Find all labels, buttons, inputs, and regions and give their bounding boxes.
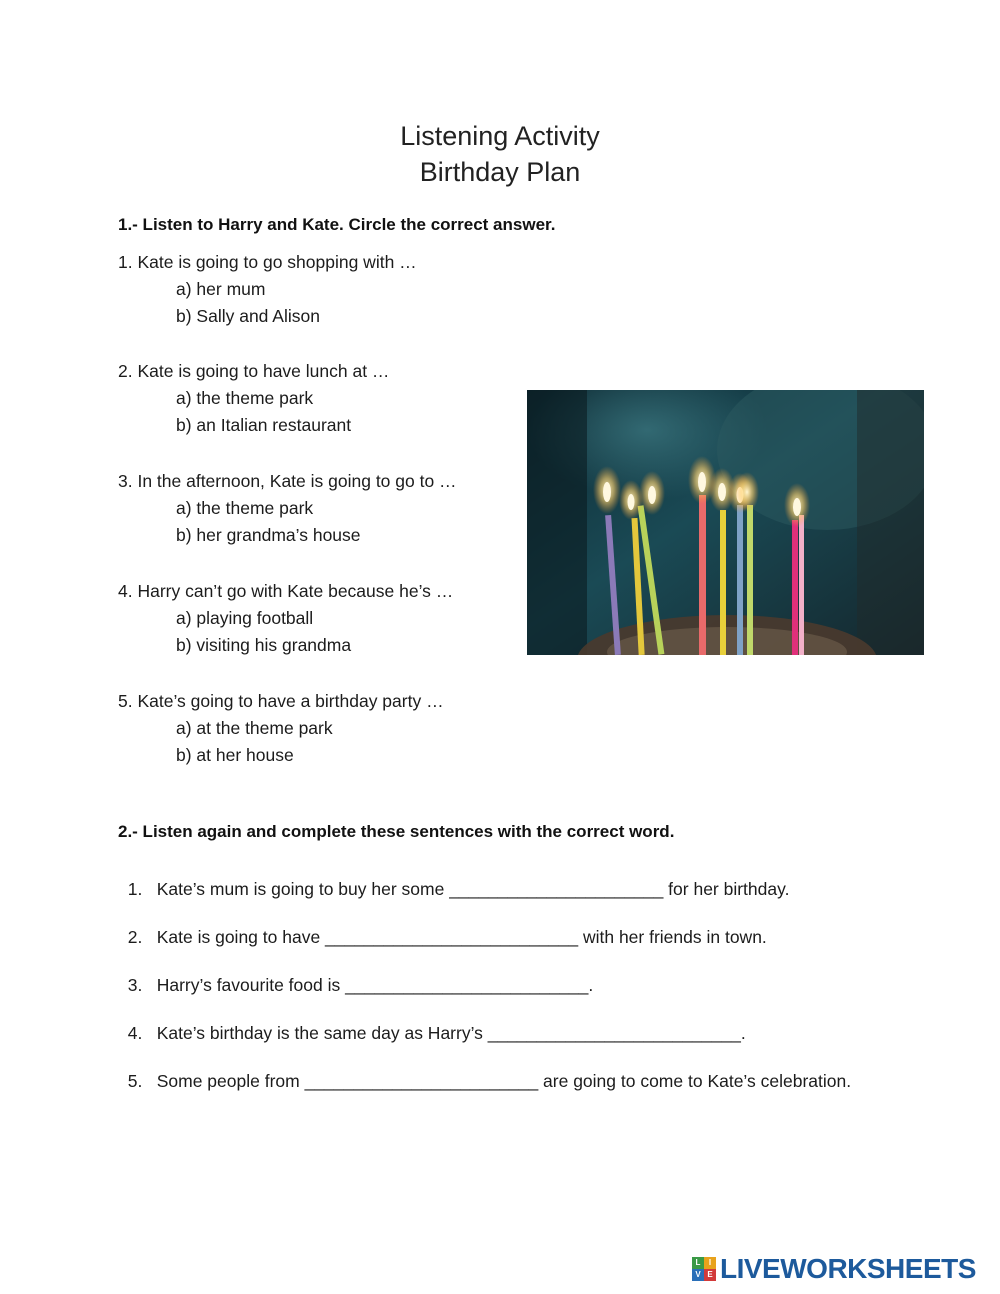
option-a[interactable]: a) the theme park	[176, 388, 314, 408]
sentence-number: 4.	[127, 1023, 143, 1043]
question-4	[118, 577, 453, 659]
question-stem: 3. In the afternoon, Kate is going to go to …	[118, 471, 457, 491]
fill-sentence-3	[118, 954, 593, 996]
fill-sentence-2	[118, 906, 767, 948]
option-b[interactable]: b) visiting his grandma	[176, 635, 352, 655]
liveworksheets-logo-icon: L I V E	[692, 1257, 716, 1281]
fill-sentence-5	[118, 1050, 851, 1092]
question-2	[118, 357, 389, 439]
sentence-text[interactable]: Some people from ________________________ are going to come to Kate’s celebration.	[156, 1071, 852, 1091]
question-1	[118, 248, 417, 330]
section-1-heading: 1.- Listen to Harry and Kate. Circle the correct answer.	[118, 215, 556, 234]
sentence-number: 3.	[127, 975, 143, 995]
liveworksheets-logo-text: LIVEWORKSHEETS	[720, 1253, 976, 1284]
section-2-heading: 2.- Listen again and complete these sentences with the correct word.	[118, 822, 675, 841]
option-b[interactable]: b) at her house	[176, 745, 294, 765]
liveworksheets-logo[interactable]	[692, 1255, 976, 1283]
option-a[interactable]: a) her mum	[176, 279, 266, 299]
question-stem: 5. Kate’s going to have a birthday party …	[118, 691, 444, 711]
sentence-text[interactable]: Harry’s favourite food is _________________________.	[156, 975, 594, 995]
sentence-text[interactable]: Kate is going to have __________________________ with her friends in town.	[156, 927, 767, 947]
question-stem: 1. Kate is going to go shopping with …	[118, 252, 417, 272]
sentence-number: 2.	[127, 927, 143, 947]
question-stem: 4. Harry can’t go with Kate because he’s …	[118, 581, 454, 601]
option-b[interactable]: b) her grandma’s house	[176, 525, 361, 545]
option-b[interactable]: b) an Italian restaurant	[176, 415, 352, 435]
question-stem: 2. Kate is going to have lunch at …	[118, 361, 390, 381]
option-a[interactable]: a) playing football	[176, 608, 314, 628]
question-5	[118, 687, 444, 769]
sentence-number: 5.	[127, 1071, 143, 1091]
title-line-2: Birthday Plan	[419, 157, 581, 187]
option-a[interactable]: a) the theme park	[176, 498, 314, 518]
title-line-1: Listening Activity	[400, 121, 600, 151]
option-a[interactable]: a) at the theme park	[176, 718, 333, 738]
sentence-text[interactable]: Kate’s birthday is the same day as Harry’s __________________________.	[156, 1023, 746, 1043]
fill-sentence-4	[118, 1002, 746, 1044]
worksheet-title	[0, 118, 1000, 190]
option-b[interactable]: b) Sally and Alison	[176, 306, 320, 326]
sentence-number: 1.	[127, 879, 143, 899]
fill-sentence-1	[118, 858, 789, 900]
question-3	[118, 467, 457, 549]
sentence-text[interactable]: Kate’s mum is going to buy her some ______________________ for her birthday.	[156, 879, 790, 899]
birthday-candles-photo	[527, 390, 924, 655]
